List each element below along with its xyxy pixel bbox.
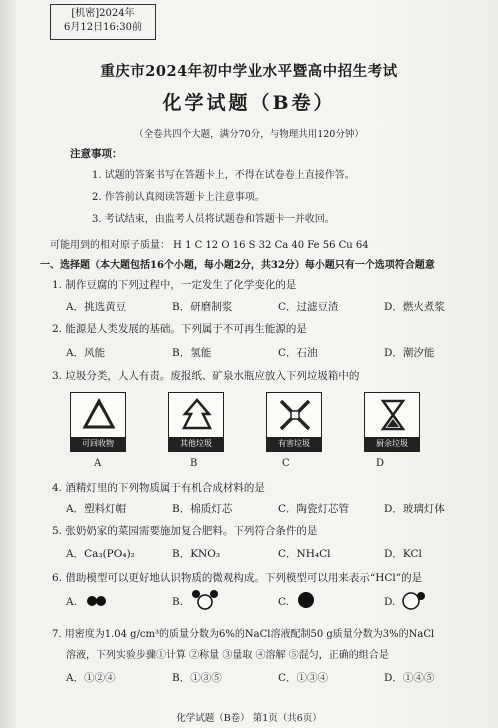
q2-option-b: B．氢能 bbox=[172, 347, 212, 359]
question-1-stem: 1. 制作豆腐的下列过程中，一定发生了化学变化的是 bbox=[52, 279, 297, 291]
model-b-icon bbox=[190, 588, 220, 612]
atomic-masses: 可能用到的相对原子质量： H 1 C 12 O 16 S 32 Ca 40 Fe 56 Cu 64 bbox=[50, 240, 369, 251]
bin-label-kitchen: 厨余垃圾 bbox=[365, 437, 419, 451]
exam-title: 重庆市2024年初中学业水平暨高中招生考试 bbox=[100, 63, 398, 80]
q6-option-d: D. bbox=[384, 596, 396, 608]
notes-heading: 注意事项： bbox=[70, 148, 123, 160]
q5-option-d: D．KCl bbox=[384, 548, 422, 560]
q3-option-c: C bbox=[282, 458, 290, 469]
exam-subtitle: 化学试题（B卷） bbox=[162, 92, 336, 114]
page-footer: 化学试题（B卷） 第1页（共6页） bbox=[176, 713, 322, 724]
q6-option-a: A. bbox=[66, 596, 77, 608]
hazardous-waste-bin bbox=[266, 392, 322, 452]
q4-option-d: D．玻璃灯体 bbox=[384, 503, 445, 515]
other-waste-icon bbox=[177, 397, 217, 433]
exam-duration-note: （全卷共四个大题，满分70分，与物理共用120分钟） bbox=[134, 129, 364, 140]
q6-option-c: C. bbox=[278, 596, 289, 608]
confidential-box bbox=[50, 4, 156, 40]
bin-label-hazardous: 有害垃圾 bbox=[267, 437, 321, 451]
other-waste-bin bbox=[168, 392, 224, 452]
kitchen-waste-bin bbox=[364, 392, 420, 452]
note-item-2: 2. 作答前认真阅读答题卡上注意事项。 bbox=[92, 192, 265, 203]
question-7-stem: 7. 用密度为1.04 g/cm³的质量分数为6%的NaCl溶液配制50 g质量分数为3%的NaCl bbox=[52, 629, 435, 640]
q1-option-c: C．过滤豆渣 bbox=[278, 301, 339, 313]
q4-option-a: A．塑料灯帽 bbox=[66, 503, 127, 515]
question-5-stem: 5. 张奶奶家的菜园需要施加复合肥料。下列符合条件的是 bbox=[52, 525, 318, 537]
confidential-line-2: 6月12日16:30前 bbox=[64, 22, 142, 33]
q7-option-b: B．①③⑤ bbox=[172, 672, 222, 684]
q7-option-a: A．①②④ bbox=[66, 672, 116, 684]
question-3-stem: 3. 垃圾分类，人人有责。废报纸、矿泉水瓶应放入下列垃圾箱中的 bbox=[52, 370, 360, 382]
recyclable-bin bbox=[70, 392, 126, 452]
q3-option-d: D bbox=[376, 458, 385, 469]
bin-label-recyclable: 可回收物 bbox=[71, 437, 125, 451]
q3-option-a: A bbox=[94, 458, 102, 469]
q5-option-b: B．KNO₃ bbox=[172, 548, 221, 560]
q7-option-c: C．①③④ bbox=[278, 672, 329, 684]
q2-option-a: A．风能 bbox=[66, 347, 106, 359]
question-4-stem: 4. 酒精灯里的下列物质属于有机合成材料的是 bbox=[52, 482, 265, 494]
waste-bin-row bbox=[70, 384, 430, 454]
model-a-icon bbox=[86, 594, 108, 608]
q1-option-b: B．研磨制浆 bbox=[172, 301, 233, 313]
q2-option-c: C．石油 bbox=[278, 347, 318, 359]
hourglass-icon bbox=[373, 397, 413, 433]
q7-option-d: D．①④⑤ bbox=[384, 672, 435, 684]
note-item-3: 3. 考试结束，由监考人员将试题卷和答题卡一并收回。 bbox=[92, 214, 335, 225]
recycle-icon bbox=[79, 397, 119, 433]
hazardous-icon bbox=[275, 397, 315, 433]
question-7-stem-2: 溶液，下列实验步骤①计算 ②称量 ③量取 ④溶解 ⑤混匀，正确的组合是 bbox=[66, 650, 389, 661]
q1-option-d: D．燃火煮浆 bbox=[384, 301, 445, 313]
q4-option-c: C．陶瓷灯芯管 bbox=[278, 503, 350, 515]
question-2-stem: 2. 能源是人类发展的基础。下列属于不可再生能源的是 bbox=[52, 323, 307, 335]
model-c-icon bbox=[296, 590, 316, 610]
question-6-stem: 6. 借助模型可以更好地认识物质的微观构成。下列模型可以用来表示“HCl”的是 bbox=[52, 572, 423, 584]
q2-option-d: D．潮汐能 bbox=[384, 347, 435, 359]
q4-option-b: B．棉质灯芯 bbox=[172, 503, 233, 515]
section-heading: 一、选择题（本大题包括16个小题，每小题2分，共32分）每小题只有一个选项符合题意 bbox=[40, 260, 435, 271]
q6-option-b: B. bbox=[172, 596, 184, 608]
confidential-line-1: [机密]2024年 bbox=[71, 8, 135, 19]
model-d-icon bbox=[400, 589, 426, 611]
bin-label-other: 其他垃圾 bbox=[169, 437, 223, 451]
q3-option-b: B bbox=[190, 458, 198, 469]
q1-option-a: A．挑选黄豆 bbox=[66, 301, 127, 313]
q5-option-c: C．NH₄Cl bbox=[278, 548, 331, 560]
q5-option-a: A．Ca₃(PO₄)₂ bbox=[66, 548, 135, 560]
note-item-1: 1. 试题的答案书写在答题卡上，不得在试卷卷上直接作答。 bbox=[92, 170, 355, 181]
